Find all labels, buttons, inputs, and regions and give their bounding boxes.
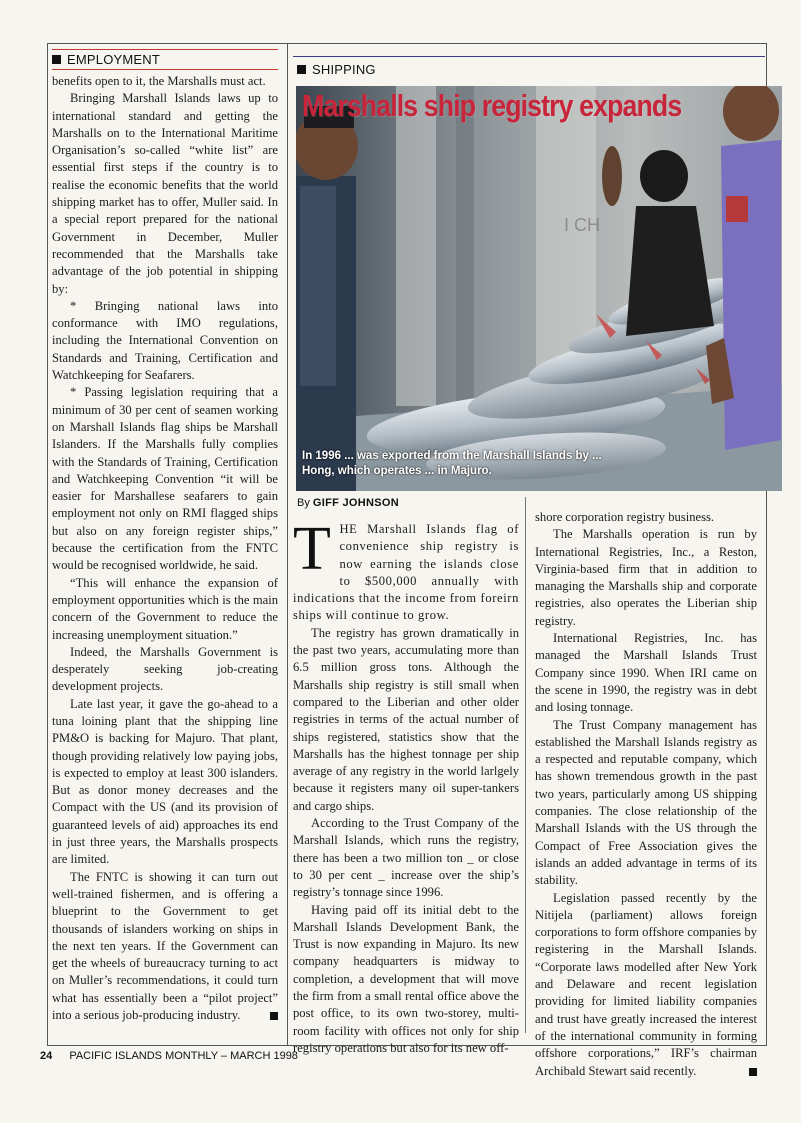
section-rule <box>52 49 278 50</box>
end-mark-icon <box>270 1012 278 1020</box>
paragraph: Late last year, it gave the go-ahead to a tuna loining plant that the shipping line PM&O is backing for Majuro. That plant, though providing relatively low paying jobs, is expected to employ at least 300 islanders. But as donor money decreases and the Compact with the US (and its provision of guaranteed levels of aid) approaches its end in just three years, the Marshalls prospects are limited. <box>52 696 278 867</box>
paragraph-last <box>535 890 757 1080</box>
paragraph: The Marshalls operation is run by International Registries, Inc., a Reston, Virginia-based firm that in addition to managing the Marshalls ship and corporate registries, also operates the Liberian ship registry. <box>535 527 757 628</box>
section-label: EMPLOYMENT <box>67 52 161 67</box>
drop-cap: T <box>293 515 332 583</box>
paragraph: shore corporation registry business. <box>535 510 715 524</box>
paragraph-last <box>52 869 278 1025</box>
employment-body <box>52 73 278 1024</box>
fish-market-photo <box>296 86 782 491</box>
section-square-icon <box>297 65 306 74</box>
paragraph: “This will enhance the expansion of employment opportunities which is the main concern of the Government to reduce the increasing unemployment situation.” <box>52 575 278 642</box>
caption-line: In 1996 ... was exported from the Marshall Islands by ... <box>302 450 602 462</box>
employment-column <box>52 52 278 1024</box>
paragraph-text: Legislation passed recently by the Nitijela (parliament) allows foreign corporations to form offshore companies by registering in the Marshall Islands. “Corporate laws modelled after New York and Delaware and recent legislation providing for limited liability companies and trust have greatly increased the interest of the international community in forming offshore corporations,” IRF’s chairman Archibald Stewart said recently. <box>535 890 757 1078</box>
caption-line: Hong, which operates ... in Majuro. <box>302 465 492 477</box>
byline-prefix: By <box>297 497 310 509</box>
byline <box>297 497 399 509</box>
paragraph: * Bringing national laws into conformance with IMO regulations, including the International Convention on Standards and Training, Certification and Watchkeeping for Seafarers. <box>52 298 278 383</box>
section-header-employment <box>52 52 278 67</box>
shipping-column-1 <box>293 515 519 1057</box>
section-rule <box>293 56 765 57</box>
paragraph: The registry has grown dramatically in the past two years, accumulating more than 6.5 million gross tons. Although the Marshalls ship registry is still small when compared to the Liberian and other older registries in terms of the actual number of ships registered, statistics show that the Marshalls has the highest tonnage per ship average of any registry in the world larlgely because it registers many oil super-tankers and cargo ships. <box>293 625 519 813</box>
lead-text: HE Marshall Islands flag of convenience ship registry is now earning the islands close to $500,000 annually with indications that the income from foreirn ships will continue to grow. <box>293 522 519 623</box>
section-rule <box>52 69 278 70</box>
shipping-body-2 <box>535 509 757 1080</box>
column-separator <box>525 497 526 1033</box>
section-header-shipping <box>297 62 376 77</box>
byline-author: GIFF JOHNSON <box>312 497 400 509</box>
page-footer <box>40 1050 298 1062</box>
photo-caption <box>302 449 682 479</box>
svg-text:I CH: I CH <box>564 215 600 235</box>
section-square-icon <box>52 55 61 64</box>
shipping-column-2 <box>535 509 757 1080</box>
paragraph: The Trust Company management has established the Marshall Islands registry as a respected and reputable company, which has shown tremendous growth in the past two years, particularly among US shipping companies. The close relationship of the Marshall Islands with the US through the Compact of Free Association gives the islands an added advantage in terms of its stability. <box>535 717 757 888</box>
paragraph: benefits open to it, the Marshalls must act. <box>52 74 266 88</box>
column-divider <box>287 43 288 1046</box>
paragraph: Bringing Marshall Islands laws up to international standard and getting the Marshalls on to the International Maritime Organisation’s so-called “white list” are essential first steps if the country is to realise the economic benefits that the world shipping market has to offer, Muller said. In a special report prepared for the national Government in December, Muller recommended that the Marshalls take advantage of the job potential in shipping by: <box>52 91 278 296</box>
lead-paragraph <box>293 515 519 625</box>
page-number: 24 <box>40 1050 53 1062</box>
shipping-body-1 <box>293 625 519 1057</box>
end-mark-icon <box>749 1068 757 1076</box>
paragraph: International Registries, Inc. has managed the Marshall Islands Trust Company since 1990. When IRI came on the scene in 1990, the registry was in debt and losing tonnage. <box>535 631 757 715</box>
photo-illustration <box>296 86 782 491</box>
paragraph-text: The FNTC is showing it can turn out well-trained fishermen, and is offering a blueprint to the Government to get thousands of islanders working on ships in the next ten years. If the Government can get the wheels of bureaucracy turning to act on Muller’s recommendations, it could turn what has essentially been a “pilot project” into a serious job-producing industry. <box>52 869 278 1023</box>
paragraph: * Passing legislation requiring that a minimum of 30 per cent of seamen working on Marshall Islands flag ships be Marshall Islanders. If the Marshalls fully complies with the Standards of Training, Certification and Watchkeeping Convention “it will be easier for Marshallese seafarers to gain employment not only on RMI flagged ships but also on any foreign register ships,” because the certification from the FNTC would be recognised worldwide, he said. <box>52 385 278 573</box>
paragraph: According to the Trust Company of the Marshall Islands, which runs the registry, there has been a two million ton _ or close to 30 per cent _ increase over the ship’s registry’s tonnage since 1996. <box>293 816 519 900</box>
article-headline: Marshalls ship registry expands <box>302 88 682 123</box>
section-label: SHIPPING <box>312 62 376 77</box>
paragraph: Indeed, the Marshalls Government is desperately seeking job-creating development projects. <box>52 644 278 694</box>
publication-name: PACIFIC ISLANDS MONTHLY – MARCH 1998 <box>69 1050 298 1062</box>
paragraph: Having paid off its initial debt to the Marshall Islands Development Bank, the Trust is now expanding in Majuro. Its new company headquarters is midway to completion, a development that will move the firm from a small rental office above the post office, to its own two-storey, multi-room facility with offices not only for ship registry operations but also for its new off- <box>293 902 519 1055</box>
